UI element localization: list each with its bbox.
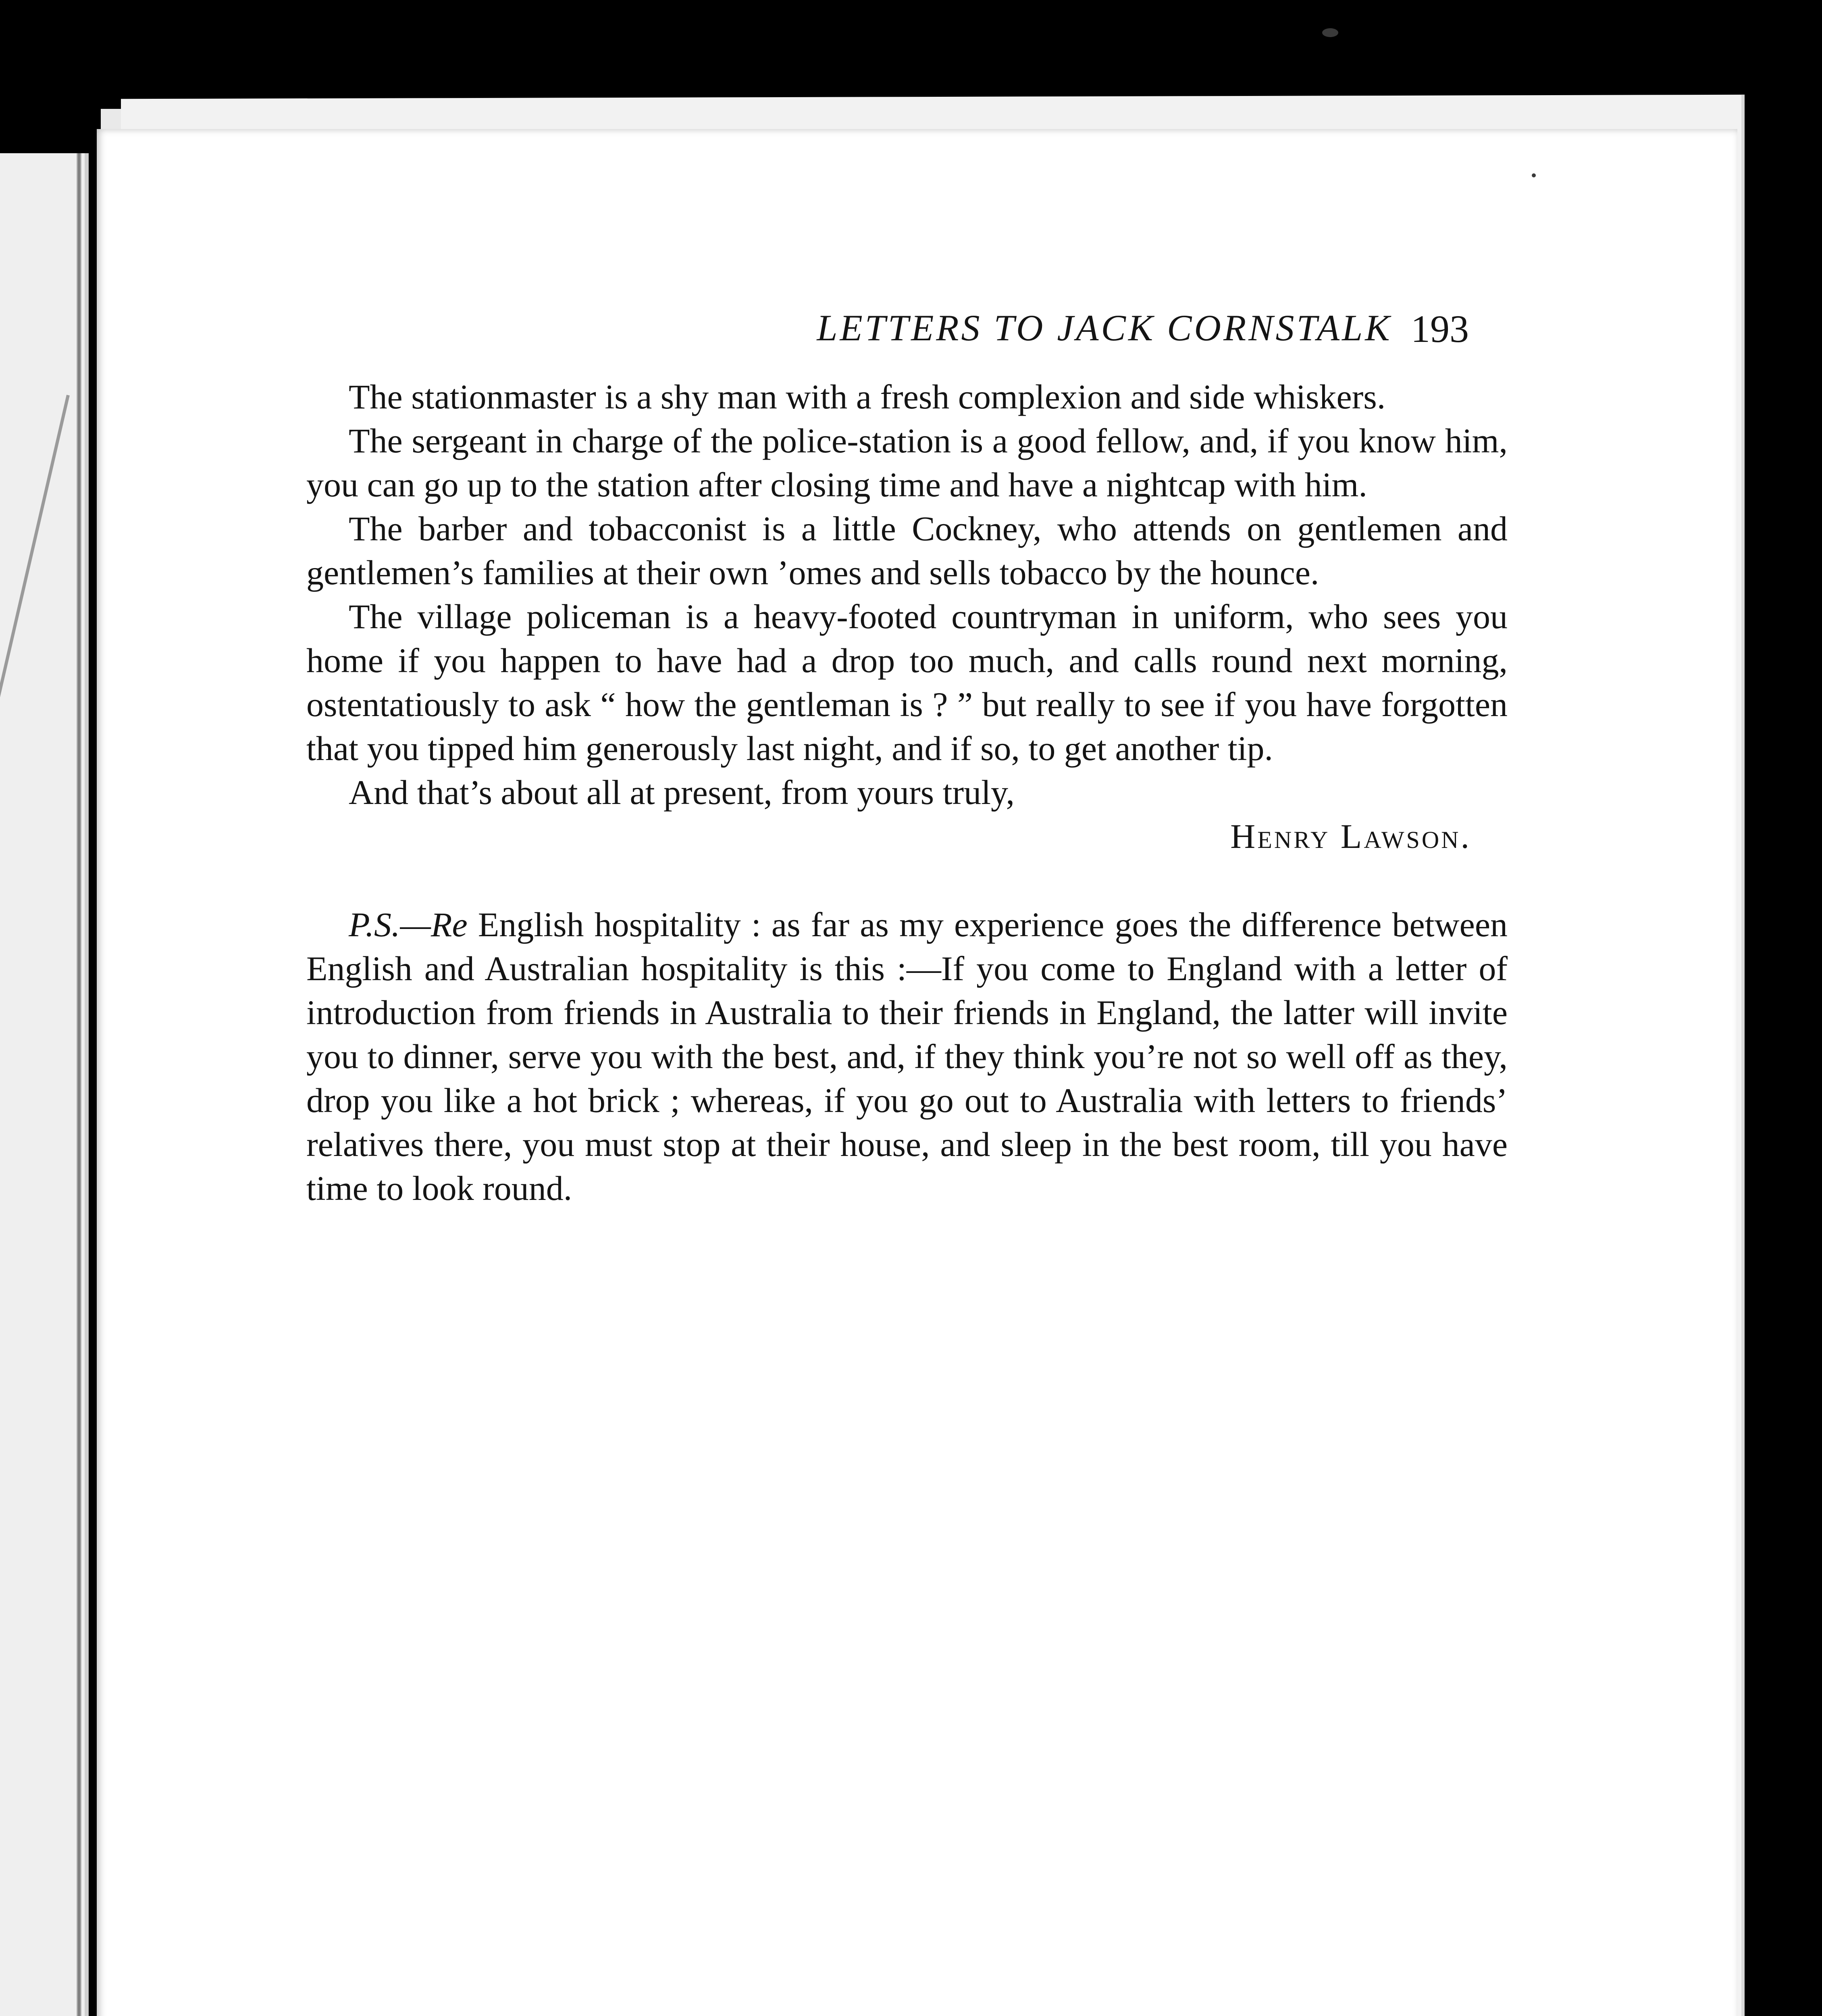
binding-thread <box>77 153 81 2016</box>
dust-speck <box>1532 173 1536 177</box>
book-page <box>97 129 1737 2016</box>
postscript-text: English hospitality : as far as my experience goes the difference between English and Australian hospitality is this :—If you come to England with a letter of introduction from friends in Australia to their friends in England, the latter will invite you to dinner, serve you with the best, and, if they think you’re not so well off as they, drop you like a hot brick ; whereas, if you go out to Australia with letters to friends’ relatives there, you must stop at their house, and sleep in the best room, till you have time to look round. <box>306 905 1508 1208</box>
signature: Henry Lawson. <box>1230 817 1471 856</box>
paragraph: The village policeman is a heavy-footed countryman in uniform, who sees you home if you happen to have had a drop too much, and calls round next morning, ostentatiously to ask “ how the gentleman is ? ” but really to see if you have forgotten that you tipped him generously last night, and if so, to get another tip. <box>306 597 1508 768</box>
body-text <box>306 375 1508 1210</box>
dust-speck <box>1322 28 1338 37</box>
paragraph: The sergeant in charge of the police-station is a good fellow, and, if you know him, you can go up to the station after closing time and have a nightcap with him. <box>306 421 1508 504</box>
left-page-edge <box>0 153 89 2016</box>
paragraph: The stationmaster is a shy man with a fresh complexion and side whiskers. <box>349 377 1386 416</box>
paragraph: And that’s about all at present, from yours truly, <box>349 773 1015 812</box>
page-number: 193 <box>1411 307 1469 350</box>
postscript <box>306 903 1508 1210</box>
postscript-label: P.S.—Re <box>349 905 468 944</box>
section-gap <box>306 858 1508 903</box>
paragraph: The barber and tobacconist is a little Cockney, who attends on gentlemen and gentlemen’s families at their own ’omes and sells tobacco by the hounce. <box>306 509 1508 592</box>
running-head: LETTERS TO JACK CORNSTALK <box>817 307 1392 348</box>
